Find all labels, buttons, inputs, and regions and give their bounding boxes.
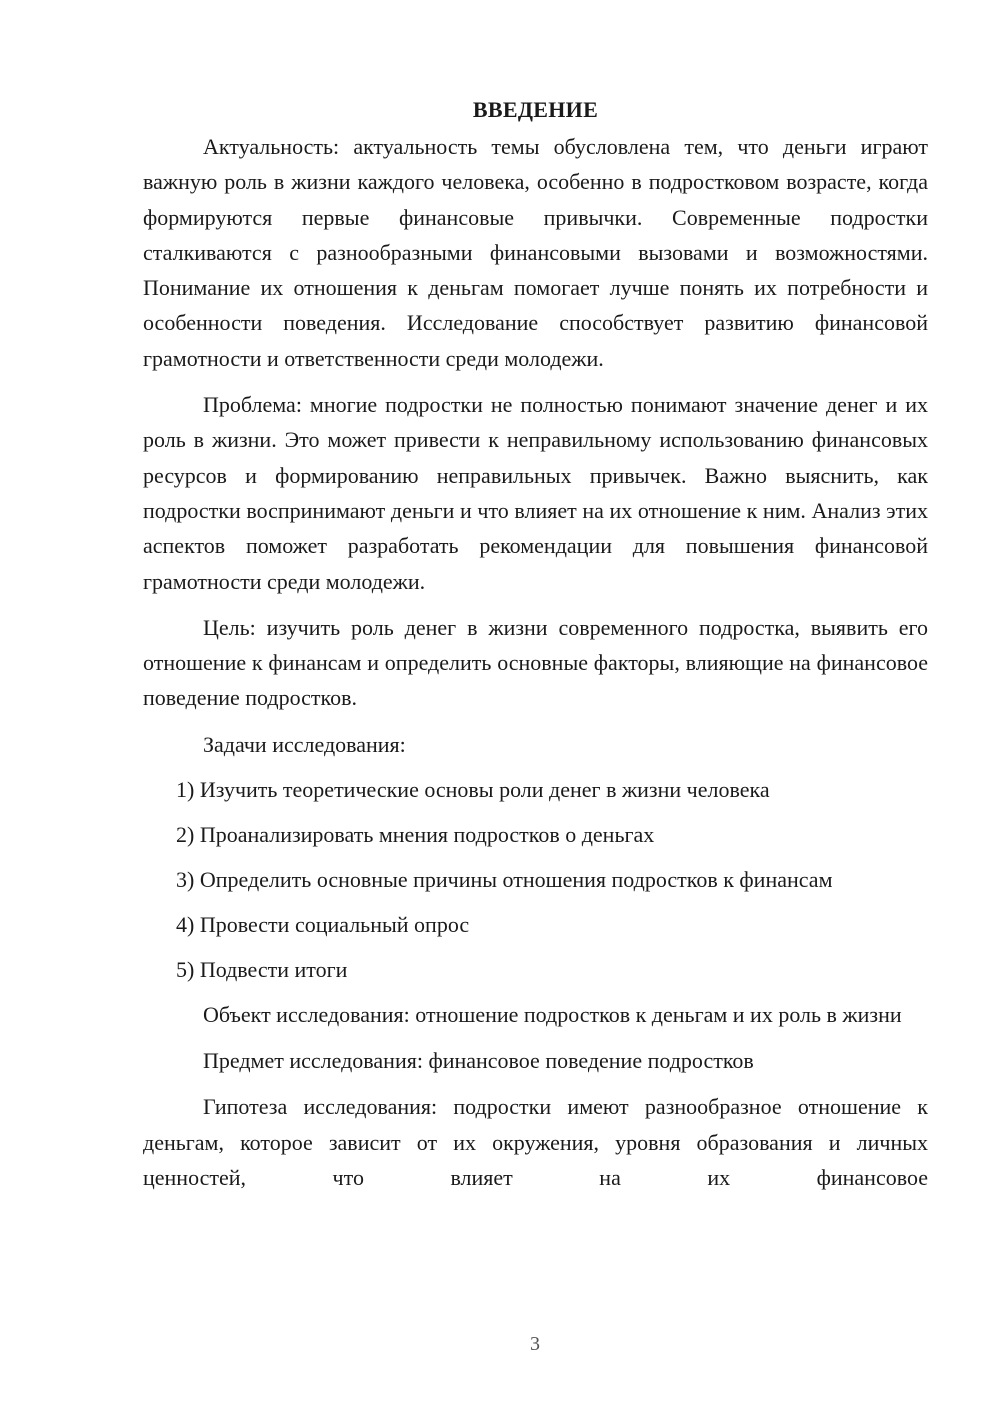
object-paragraph: Объект исследования: отношение подростков к деньгам и их роль в жизни [203, 1001, 902, 1027]
task-item: 2) Проанализировать мнения подростков о деньгах [176, 821, 655, 847]
page-number: 3 [530, 1333, 540, 1355]
document-page [143, 92, 928, 1206]
task-item: 1) Изучить теоретические основы роли денег в жизни человека [176, 776, 770, 802]
problem-paragraph: Проблема: многие подростки не полностью понимают значение денег и их роль в жизни. Это может привести к неправильному использованию финансовых ресурсов и формированию неправильных привычек. Важно выяснить, как подростки воспринимают деньги и что влияет на их отношение к ним. Анализ этих аспектов поможет разработать рекомендации для повышения финансовой грамотности среди молодежи. [143, 392, 928, 594]
relevance-paragraph: Актуальность: актуальность темы обусловлена тем, что деньги играют важную роль в жизни каждого человека, особенно в подростковом возрасте, когда формируются первые финансовые привычки. Современные подростки сталкиваются с разнообразными финансовыми вызовами и возможностями. Понимание их отношения к деньгам помогает лучше понять их потребности и особенности поведения. Исследование способствует развитию финансовой грамотности и ответственности среди молодежи. [143, 134, 928, 371]
tasks-heading: Задачи исследования: [203, 731, 406, 757]
task-item: 3) Определить основные причины отношения подростков к финансам [176, 866, 833, 892]
goal-paragraph: Цель: изучить роль денег в жизни современного подростка, выявить его отношение к финансам и определить основные факторы, влияющие на финансовое поведение подростков. [143, 614, 928, 711]
tasks-list [143, 772, 928, 987]
section-title: ВВЕДЕНИЕ [472, 97, 599, 122]
task-item: 5) Подвести итоги [176, 956, 348, 982]
subject-paragraph: Предмет исследования: финансовое поведение подростков [203, 1048, 754, 1074]
hypothesis-paragraph: Гипотеза исследования: подростки имеют разнообразное отношение к деньгам, которое зависит от их окружения, уровня образования и личных ценностей, что влияет на их финансовое [143, 1094, 928, 1190]
task-item: 4) Провести социальный опрос [176, 911, 470, 937]
